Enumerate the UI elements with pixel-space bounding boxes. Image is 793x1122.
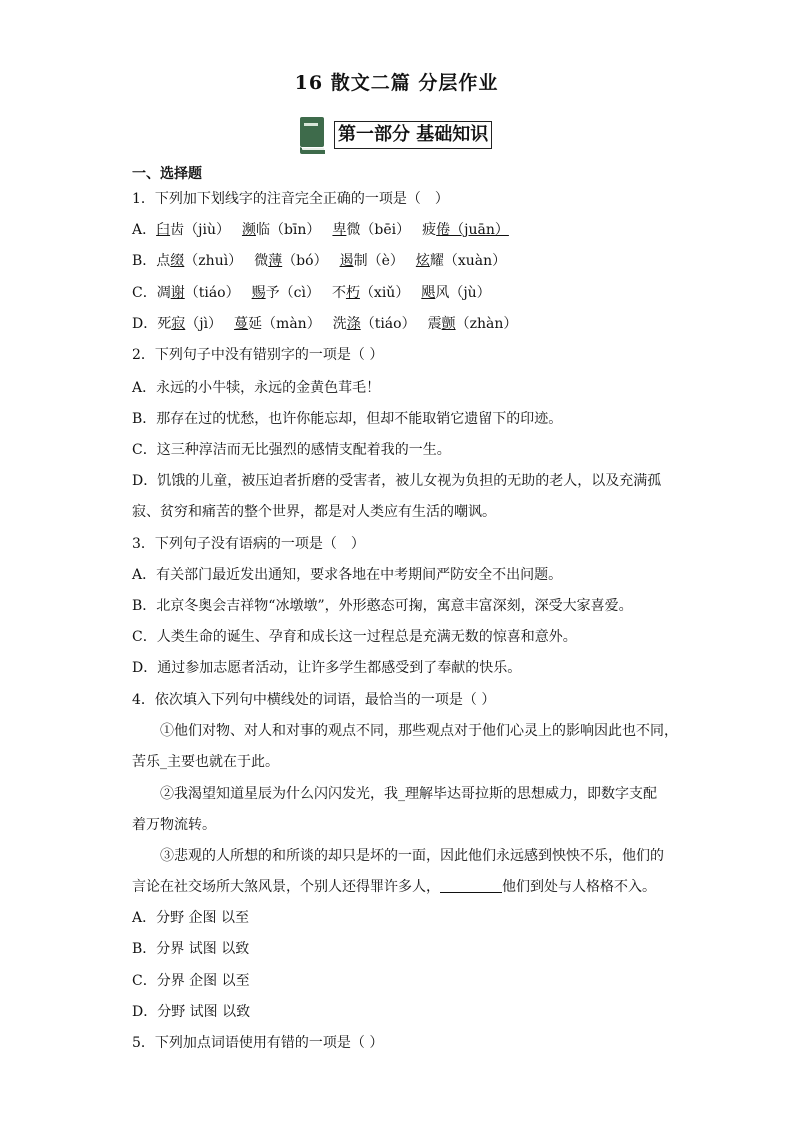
section-banner-label: 第一部分 基础知识: [334, 121, 492, 149]
question-1-stem: 1．下列加下划线字的注音完全正确的一项是（ ）: [132, 191, 449, 207]
section-banner: [298, 114, 492, 156]
question-4-stem: 4．依次填入下列句中横线处的词语，最恰当的一项是（ ）: [132, 692, 496, 708]
question-2-option-c: C．这三种淳洁而无比强烈的感情支配着我的一生。: [132, 442, 451, 458]
question-1-option-b: B．点缀（zhuì） 微薄（bó） 遏制（è） 炫耀（xuàn）: [132, 253, 507, 269]
question-3-option-c: C．人类生命的诞生、孕育和成长这一过程总是充满无数的惊喜和意外。: [132, 629, 577, 645]
question-4-passage-1-cont: 苦乐_主要也就在于此。: [132, 754, 279, 770]
question-1-option-a: A．臼齿（jiù） 濒临（bīn） 卑微（bēi） 疲倦（juān）: [132, 222, 509, 238]
question-4-option-a: A．分野 企图 以至: [132, 910, 250, 926]
question-2-option-a: A．永远的小牛犊，永远的金黄色茸毛！: [132, 380, 381, 396]
answer-blank: [440, 878, 502, 893]
question-2-option-d: D．饥饿的儿童，被压迫者折磨的受害者，被儿女视为负担的无助的老人，以及充满孤: [132, 473, 662, 489]
page-title: 16 散文二篇 分层作业: [294, 72, 499, 94]
question-4-option-d: D．分野 试图 以致: [132, 1004, 251, 1020]
question-2-option-d-cont: 寂、贫穷和痛苦的整个世界，都是对人类应有生活的嘲讽。: [132, 504, 496, 520]
section-heading: 一、选择题: [132, 166, 202, 182]
question-4-option-c: C．分界 企图 以至: [132, 973, 250, 989]
question-3-option-b: B．北京冬奥会吉祥物“冰墩墩”，外形憨态可掬，寓意丰富深刻，深受大家喜爱。: [132, 598, 633, 614]
question-3-option-a: A．有关部门最近发出通知，要求各地在中考期间严防安全不出问题。: [132, 567, 563, 583]
book-icon: [298, 115, 328, 155]
question-2-option-b: B．那存在过的忧愁，也许你能忘却，但却不能取销它遗留下的印迹。: [132, 411, 563, 427]
question-4-option-b: B．分界 试图 以致: [132, 941, 250, 957]
question-5-stem: 5．下列加点词语使用有错的一项是（ ）: [132, 1035, 384, 1051]
question-3-stem: 3．下列句子没有语病的一项是（ ）: [132, 536, 365, 552]
question-4-passage-3: ③悲观的人所想的和所谈的却只是坏的一面，因此他们永远感到怏怏不乐，他们的: [160, 848, 664, 864]
question-1-option-c: C．凋谢（tiáo） 赐予（cì） 不朽（xiǔ） 飓风（jù）: [132, 285, 491, 301]
question-4-passage-1: ①他们对物、对人和对事的观点不同，那些观点对于他们心灵上的影响因此也不同，: [160, 723, 678, 739]
question-4-passage-2: ②我渴望知道星辰为什么闪闪发光，我_理解毕达哥拉斯的思想威力，即数字支配: [160, 786, 657, 802]
question-4-passage-3-cont: 言论在社交场所大煞风景，个别人还得罪许多人， 他们到处与人格格不入。: [132, 879, 656, 895]
question-4-passage-2-cont: 着万物流转。: [132, 817, 216, 833]
question-1-option-d: D．死寂（jì） 蔓延（màn） 洗涤（tiáo） 震颤（zhàn）: [132, 316, 518, 332]
question-2-stem: 2．下列句子中没有错别字的一项是（ ）: [132, 347, 384, 363]
question-3-option-d: D．通过参加志愿者活动，让许多学生都感受到了奉献的快乐。: [132, 660, 522, 676]
